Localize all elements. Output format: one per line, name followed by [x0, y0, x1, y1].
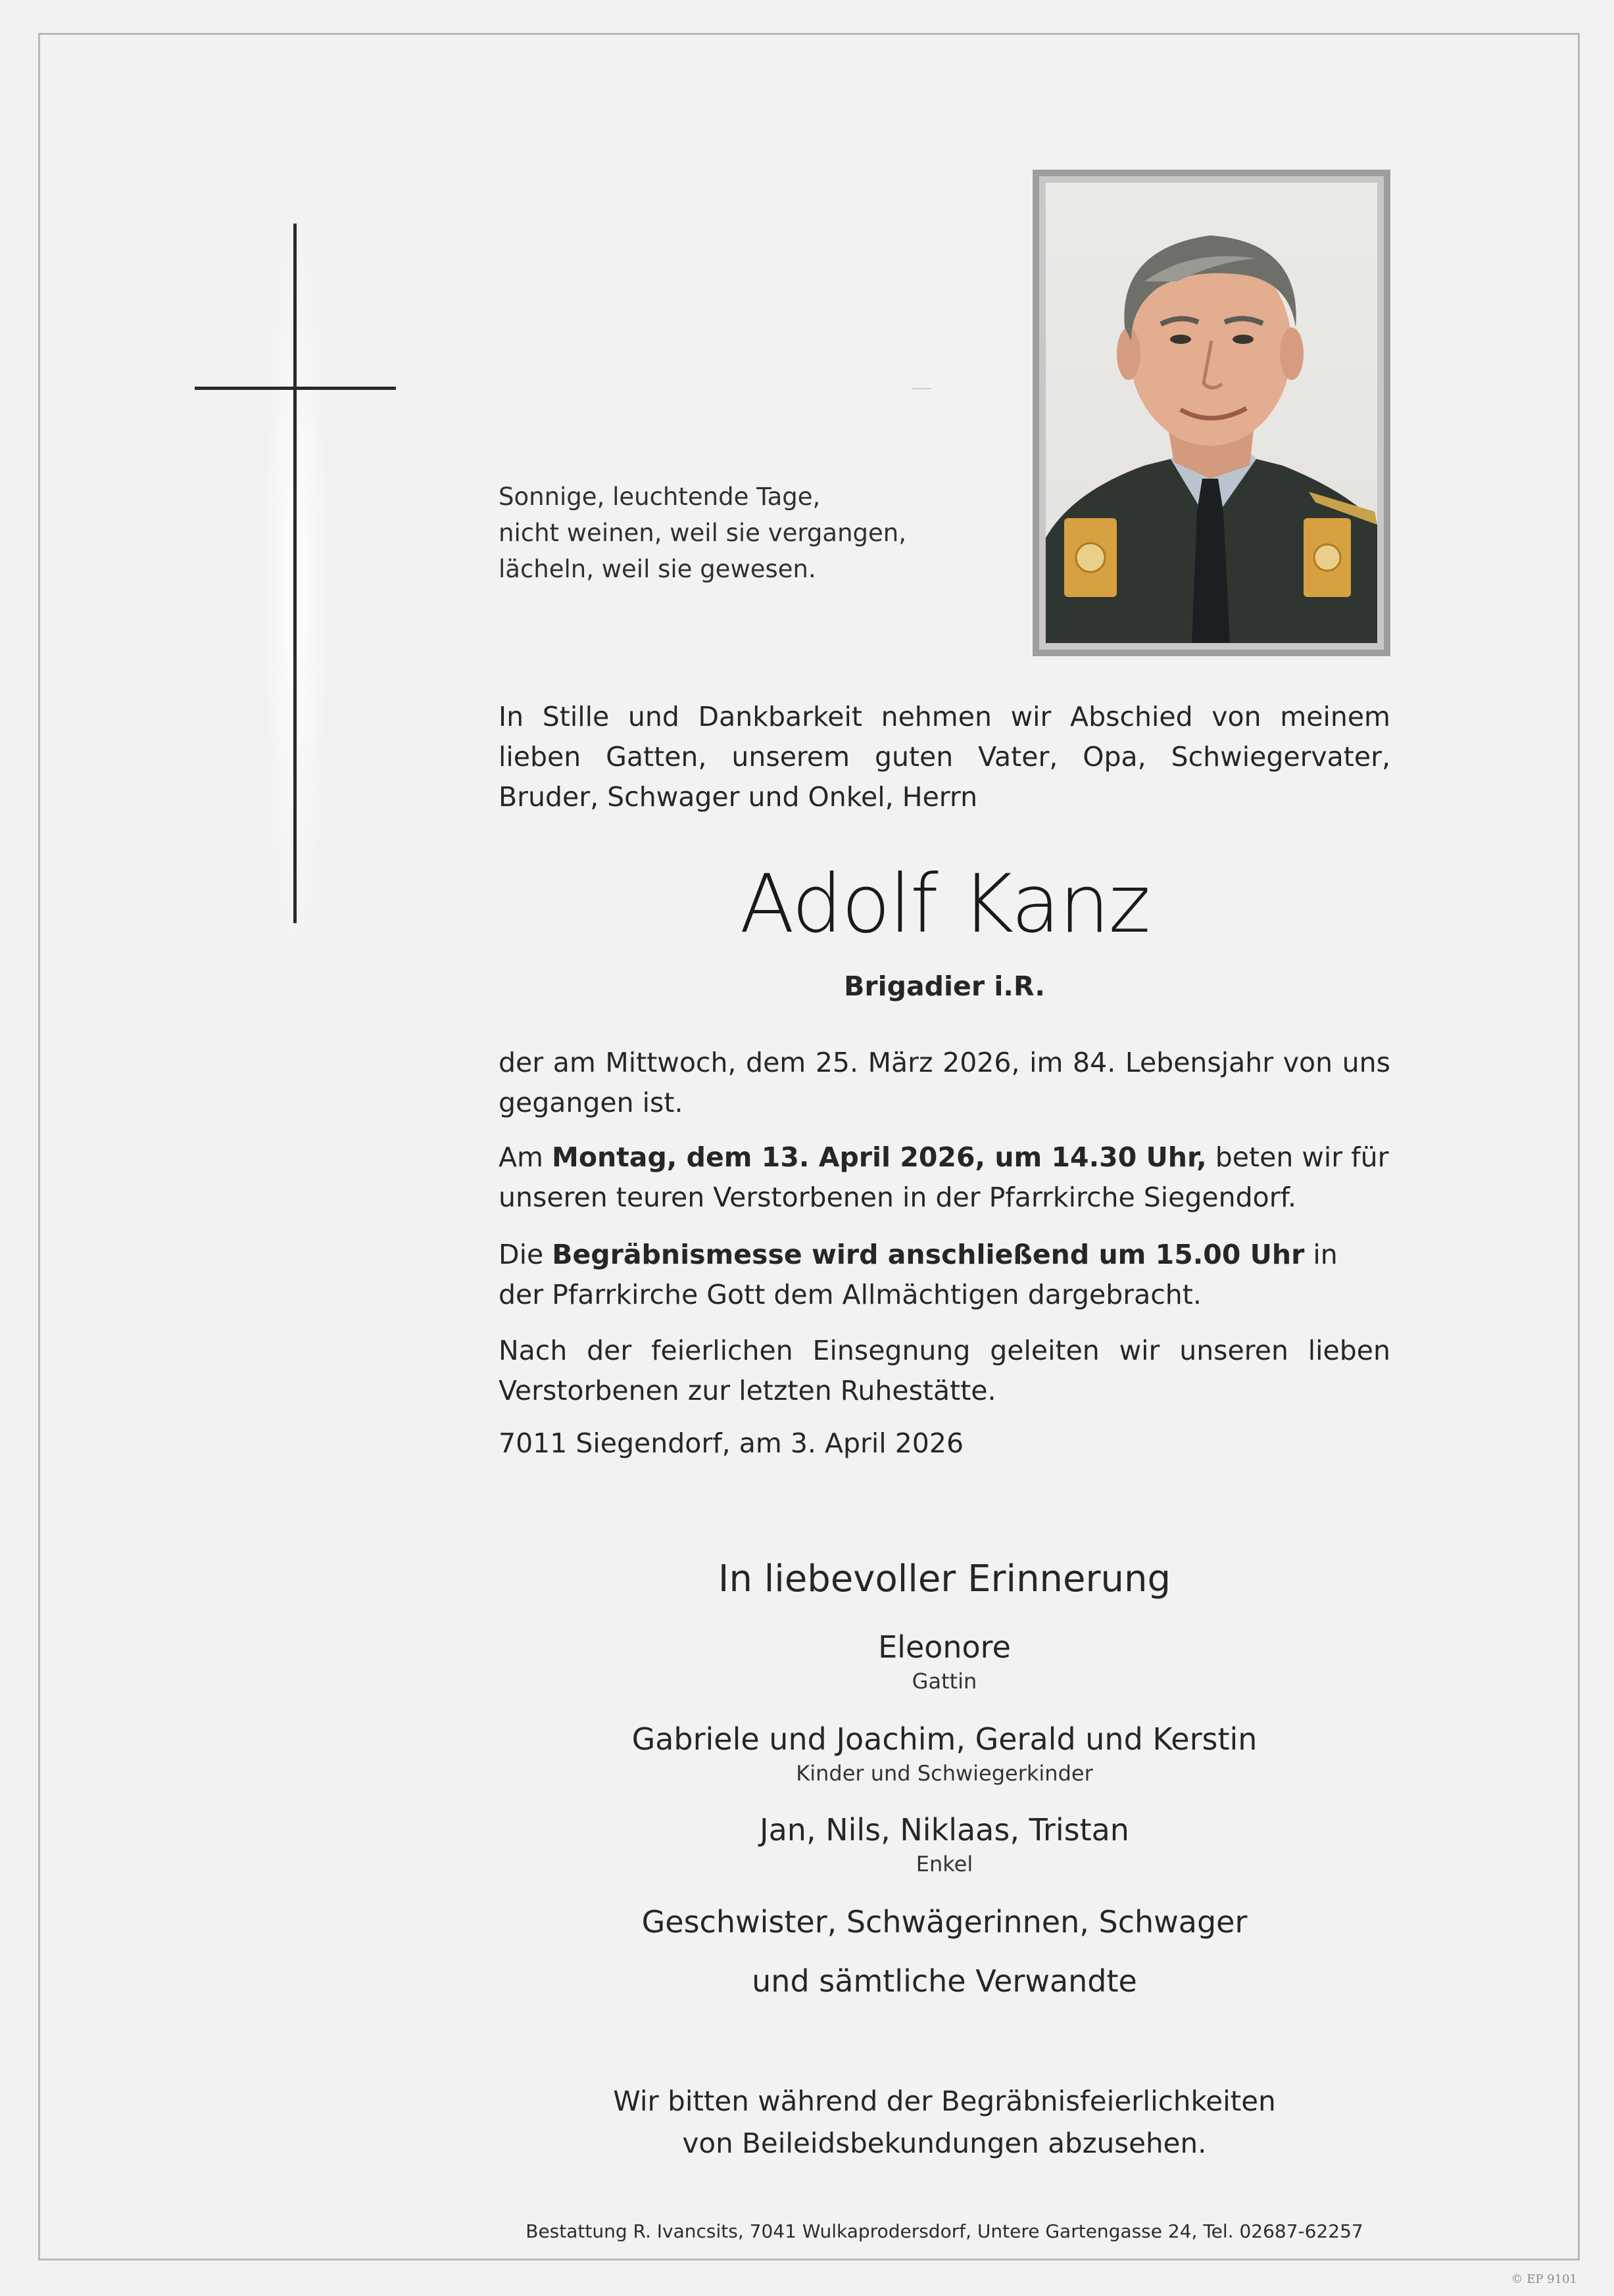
prayer-paragraph — [499, 1137, 1390, 1218]
portrait-photo — [1046, 183, 1377, 643]
family-relation: Enkel — [916, 1852, 973, 1877]
closing-line: Wir bitten während der Begräbnisfeierlichkeiten — [613, 2085, 1276, 2117]
mass-pre: Die — [499, 1239, 552, 1270]
family-names: Jan, Nils, Niklaas, Tristan — [760, 1812, 1129, 1848]
scan-mark — [912, 388, 931, 389]
family-names: Eleonore — [878, 1629, 1011, 1665]
print-code: © EP 9101 — [1511, 2272, 1577, 2286]
prayer-pre: Am — [499, 1141, 552, 1173]
mass-time: Begräbnismesse wird anschließend um 15.00 Uhr — [552, 1239, 1305, 1270]
portrait-mat — [1039, 176, 1384, 650]
poem-line: lächeln, weil sie gewesen. — [499, 555, 816, 583]
portrait-illustration — [1046, 183, 1377, 643]
poem-line: Sonnige, leuchtende Tage, — [499, 483, 821, 511]
family-names: Gabriele und Joachim, Gerald und Kerstin — [631, 1721, 1258, 1757]
deceased-rank: Brigadier i.R. — [844, 970, 1045, 1002]
cross-icon-horizontal — [195, 387, 396, 390]
family-group — [499, 1627, 1390, 1695]
mass-post: in der Pfarrkirche Gott dem Allmächtigen dargebracht. — [499, 1239, 1338, 1310]
mass-paragraph — [499, 1235, 1390, 1315]
poem — [499, 479, 946, 587]
closing-request — [499, 2080, 1390, 2164]
family-relation: Gattin — [912, 1669, 977, 1694]
deceased-name: Adolf Kanz — [739, 857, 1150, 951]
funeral-home-footer: Bestattung R. Ivancsits, 7041 Wulkaprodersdorf, Untere Gartengasse 24, Tel. 02687-62257 — [526, 2220, 1363, 2242]
family-relation: Kinder und Schwiegerkinder — [796, 1761, 1093, 1786]
family-group — [499, 1809, 1390, 1878]
intro-paragraph: In Stille und Dankbarkeit nehmen wir Abschied von meinem lieben Gatten, unserem guten Vater, Opa, Schwiegervater, Bruder, Schwager und Onkel, Herrn — [499, 701, 1390, 813]
burial-paragraph: Nach der feierlichen Einsegnung geleiten wir unseren lieben Verstorbenen zur letzten Ruhestätte. — [499, 1335, 1390, 1406]
remembrance-title: In liebevoller Erinnerung — [718, 1558, 1171, 1600]
prayer-post: beten wir für unseren teuren Verstorbenen in der Pfarrkirche Siegendorf. — [499, 1141, 1389, 1213]
relatives-line: und sämtliche Verwandte — [752, 1963, 1137, 1999]
cross-icon-vertical — [293, 224, 297, 923]
siblings-line: Geschwister, Schwägerinnen, Schwager — [641, 1904, 1248, 1940]
closing-line: von Beileidsbekundungen abzusehen. — [682, 2127, 1207, 2159]
family-group — [499, 1719, 1390, 1787]
portrait-frame — [1033, 170, 1390, 656]
place-date: 7011 Siegendorf, am 3. April 2026 — [499, 1427, 964, 1459]
prayer-date-time: Montag, dem 13. April 2026, um 14.30 Uhr, — [552, 1141, 1207, 1173]
death-paragraph: der am Mittwoch, dem 25. März 2026, im 84. Lebensjahr von uns gegangen ist. — [499, 1047, 1390, 1118]
poem-line: nicht weinen, weil sie vergangen, — [499, 519, 907, 547]
